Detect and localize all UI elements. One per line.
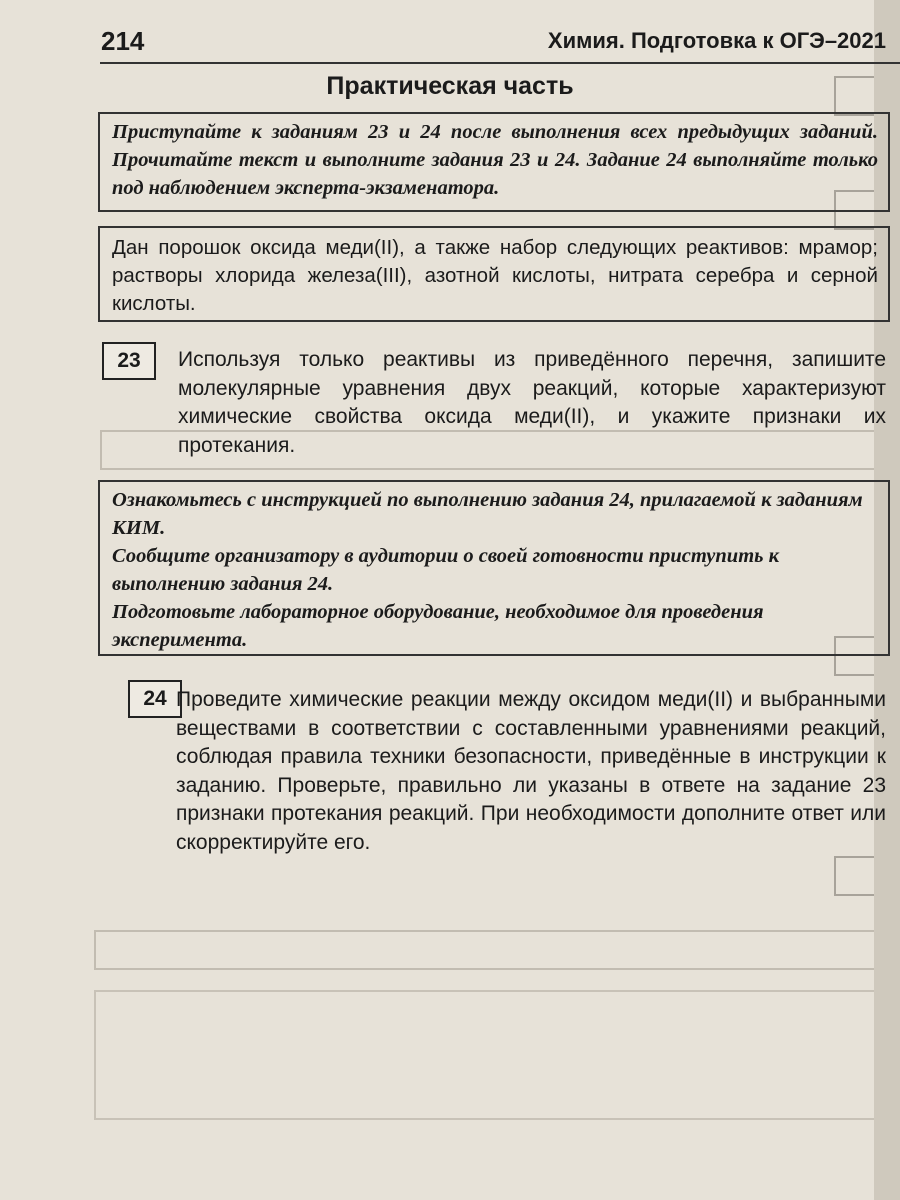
- header-divider: [100, 62, 900, 64]
- page-number: 214: [101, 26, 145, 56]
- task-23-text: Используя только реактивы из приведённого перечня, запишите молекулярные уравнения двух реакций, которые характеризуют химические свойства оксида меди(II), и укажите признаки их протекания.: [178, 348, 886, 457]
- given-reagents-text: Дан порошок оксида меди(II), а также набор следующих реактивов: мрамор; растворы хлорида железа(III), азотной кислоты, нитрата серебра и серной кислоты.: [112, 236, 878, 315]
- intro-instruction-box: [98, 112, 890, 212]
- bleed-through-frame: [94, 930, 884, 970]
- given-reagents-box: [98, 226, 890, 322]
- bleed-through-frame: [94, 990, 884, 1120]
- instruction-read-guide: Ознакомьтесь с инструкцией по выполнению задания 24, прилагаемой к заданиям КИМ.: [112, 489, 863, 539]
- intro-instruction-text: Приступайте к заданиям 23 и 24 после выполнения всех предыдущих заданий. Прочитайте текст и выполните задания 23 и 24. Задание 24 выполняйте только под наблюдением эксперта-экзаменатора.: [112, 121, 878, 199]
- instruction-prepare-equipment: Подготовьте лабораторное оборудование, необходимое для проведения эксперимента.: [112, 601, 764, 651]
- running-title: Химия. Подготовка к ОГЭ–2021: [547, 28, 886, 53]
- instruction-notify-organizer: Сообщите организатору в аудитории о своей готовности приступить к выполнению задания 24.: [112, 545, 780, 595]
- task-number-24: 24: [128, 680, 182, 718]
- bleed-through-box: [834, 856, 878, 896]
- task-number-23: 23: [102, 342, 156, 380]
- section-title: Практическая часть: [326, 72, 574, 100]
- task-24-text: Проведите химические реакции между оксидом меди(II) и выбранными веществами в соответствии с составленными уравнениями реакций, соблюдая правила техники безопасности, приведённые в инструкции к заданию. Проверьте, правильно ли указаны в ответе на задание 23 признаки протекания реакций. При необходимости дополните ответ или скорректируйте его.: [176, 688, 886, 854]
- task-24-instruction-box: [98, 480, 890, 656]
